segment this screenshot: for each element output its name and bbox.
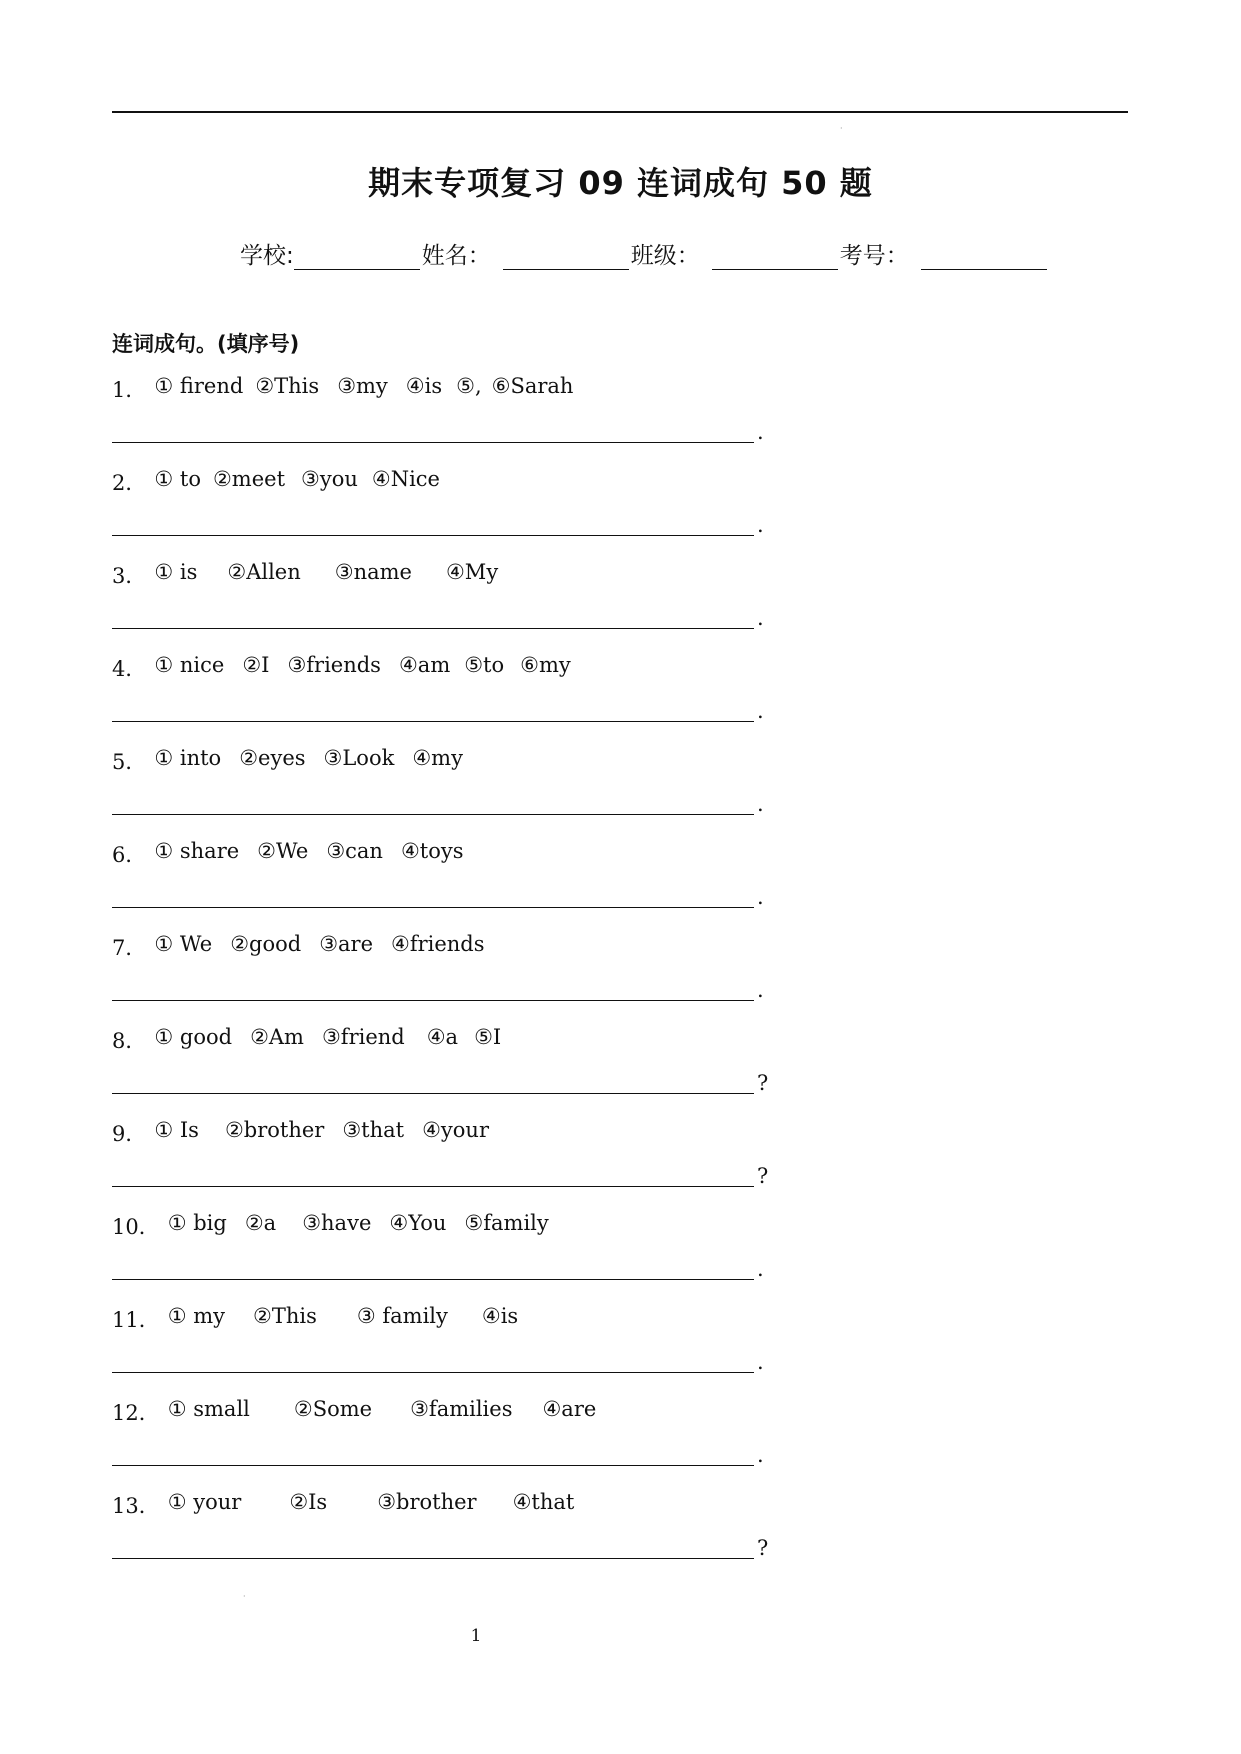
stray-mark: · [840, 124, 843, 133]
ending-punctuation: . [757, 978, 764, 1002]
word-option: ③brother [377, 1490, 477, 1514]
question-prompt [112, 1025, 501, 1055]
question-item [112, 1490, 812, 1583]
word-option: ④that [512, 1490, 575, 1514]
answer-blank[interactable] [112, 442, 754, 443]
word-option: ⑤I [474, 1025, 502, 1049]
ending-punctuation: . [757, 885, 764, 909]
question-number: 4． [112, 657, 147, 681]
ending-punctuation: . [757, 1350, 764, 1374]
word-option: ④a [426, 1025, 459, 1049]
name-blank[interactable] [503, 243, 629, 270]
question-item [112, 467, 812, 560]
question-number: 5． [112, 750, 147, 774]
word-option: ④is [481, 1304, 519, 1328]
word-option: ⑤family [464, 1211, 549, 1235]
question-number: 6． [112, 843, 147, 867]
word-option: ③Look [323, 746, 395, 770]
class-field [631, 237, 840, 270]
question-prompt [112, 653, 571, 683]
word-option: ④my [412, 746, 463, 770]
word-option: ②good [230, 932, 302, 956]
word-option: ④is [405, 374, 443, 398]
ending-punctuation: ? [757, 1164, 769, 1188]
word-option: ③ family [356, 1304, 448, 1328]
ending-punctuation: . [757, 1257, 764, 1281]
word-option: ③friend [321, 1025, 405, 1049]
section-heading: 连词成句。(填序号) [112, 332, 300, 356]
question-prompt [112, 1397, 596, 1427]
word-option: ②I [242, 653, 270, 677]
word-option: ②This [255, 374, 320, 398]
word-option: ① is [154, 560, 198, 584]
word-option: ① small [167, 1397, 250, 1421]
question-number: 2． [112, 471, 147, 495]
word-option: ④are [542, 1397, 597, 1421]
word-option: ③families [410, 1397, 513, 1421]
word-option: ③that [342, 1118, 405, 1142]
answer-blank[interactable] [112, 814, 754, 815]
ending-punctuation: . [757, 1443, 764, 1467]
question-prompt [112, 1118, 489, 1148]
answer-blank[interactable] [112, 1558, 754, 1559]
answer-blank[interactable] [112, 628, 754, 629]
question-number: 8． [112, 1029, 147, 1053]
word-option: ②meet [212, 467, 286, 491]
question-item [112, 1025, 812, 1118]
word-option: ④You [389, 1211, 447, 1235]
answer-blank[interactable] [112, 1465, 754, 1466]
class-blank[interactable] [712, 243, 838, 270]
question-prompt [112, 1490, 574, 1520]
answer-blank[interactable] [112, 1000, 754, 1001]
word-option: ③you [301, 467, 358, 491]
word-option: ④friends [391, 932, 485, 956]
ending-punctuation: . [757, 792, 764, 816]
school-label: 学校: [240, 243, 294, 269]
word-option: ③my [337, 374, 388, 398]
question-item [112, 839, 812, 932]
question-number: 1． [112, 378, 147, 402]
word-option: ②We [257, 839, 309, 863]
stray-mark: · [243, 1592, 246, 1601]
question-number: 13． [112, 1494, 160, 1518]
word-option: ① firend [154, 374, 244, 398]
word-option: ① your [167, 1490, 242, 1514]
ending-punctuation: . [757, 606, 764, 630]
word-option: ① We [154, 932, 213, 956]
name-label: 姓名： [421, 243, 491, 269]
exam-number-field [840, 237, 1049, 270]
word-option: ②Some [293, 1397, 373, 1421]
answer-blank[interactable] [112, 1186, 754, 1187]
question-prompt [112, 560, 498, 590]
answer-blank[interactable] [112, 1093, 754, 1094]
question-item [112, 1397, 812, 1490]
word-option: ②a [244, 1211, 277, 1235]
question-number: 11． [112, 1308, 160, 1332]
class-label: 班级： [630, 243, 700, 269]
question-item [112, 746, 812, 839]
question-number: 7． [112, 936, 147, 960]
question-prompt [112, 1304, 518, 1334]
word-option: ②eyes [239, 746, 306, 770]
word-option: ① Is [154, 1118, 199, 1142]
word-option: ④toys [400, 839, 464, 863]
word-option: ⑤to [464, 653, 505, 677]
word-option: ③have [302, 1211, 372, 1235]
school-field [240, 237, 422, 270]
question-item [112, 653, 812, 746]
word-option: ②Allen [227, 560, 301, 584]
word-option: ① big [167, 1211, 227, 1235]
question-item [112, 1211, 812, 1304]
word-option: ④your [422, 1118, 489, 1142]
question-item [112, 1118, 812, 1211]
word-option: ②Is [289, 1490, 328, 1514]
question-item [112, 374, 812, 467]
question-number: 3． [112, 564, 147, 588]
answer-blank[interactable] [112, 1372, 754, 1373]
word-option: ②brother [224, 1118, 325, 1142]
question-prompt [112, 746, 463, 776]
student-info-row [240, 234, 1049, 270]
name-field [422, 237, 631, 270]
question-prompt [112, 839, 464, 869]
question-number: 12． [112, 1401, 160, 1425]
word-option: ③friends [287, 653, 381, 677]
word-option: ③can [326, 839, 383, 863]
answer-blank[interactable] [112, 721, 754, 722]
ending-punctuation: . [757, 699, 764, 723]
page-title: 期末专项复习 09 连词成句 50 题 [368, 164, 873, 202]
word-option: ②Am [250, 1025, 304, 1049]
word-option: ④My [445, 560, 499, 584]
ending-punctuation: ? [757, 1536, 769, 1560]
answer-blank[interactable] [112, 1279, 754, 1280]
ending-punctuation: . [757, 420, 764, 444]
question-number: 10． [112, 1215, 160, 1239]
word-option: ④am [398, 653, 451, 677]
exam-number-blank[interactable] [921, 243, 1047, 270]
question-item [112, 560, 812, 653]
question-item [112, 932, 812, 1025]
school-blank[interactable] [294, 243, 420, 270]
word-option: ④Nice [371, 467, 440, 491]
word-option: ① share [154, 839, 240, 863]
question-item [112, 1304, 812, 1397]
word-option: ① good [154, 1025, 233, 1049]
word-option: ① to [154, 467, 201, 491]
ending-punctuation: . [757, 513, 764, 537]
question-prompt [112, 467, 440, 497]
word-option: ③name [334, 560, 412, 584]
question-prompt [112, 374, 573, 404]
word-option: ⑤, [456, 374, 482, 398]
word-option: ① nice [154, 653, 225, 677]
question-prompt [112, 1211, 549, 1241]
exam-number-label: 考号： [839, 243, 909, 269]
answer-blank[interactable] [112, 535, 754, 536]
word-option: ③are [319, 932, 373, 956]
word-option: ⑥Sarah [491, 374, 574, 398]
header-rule [112, 111, 1128, 113]
word-option: ① into [154, 746, 222, 770]
page-number: 1 [470, 1626, 482, 1646]
word-option: ②This [253, 1304, 317, 1328]
word-option: ① my [167, 1304, 226, 1328]
ending-punctuation: ? [757, 1071, 769, 1095]
question-prompt [112, 932, 485, 962]
word-option: ⑥my [520, 653, 571, 677]
question-number: 9． [112, 1122, 147, 1146]
answer-blank[interactable] [112, 907, 754, 908]
